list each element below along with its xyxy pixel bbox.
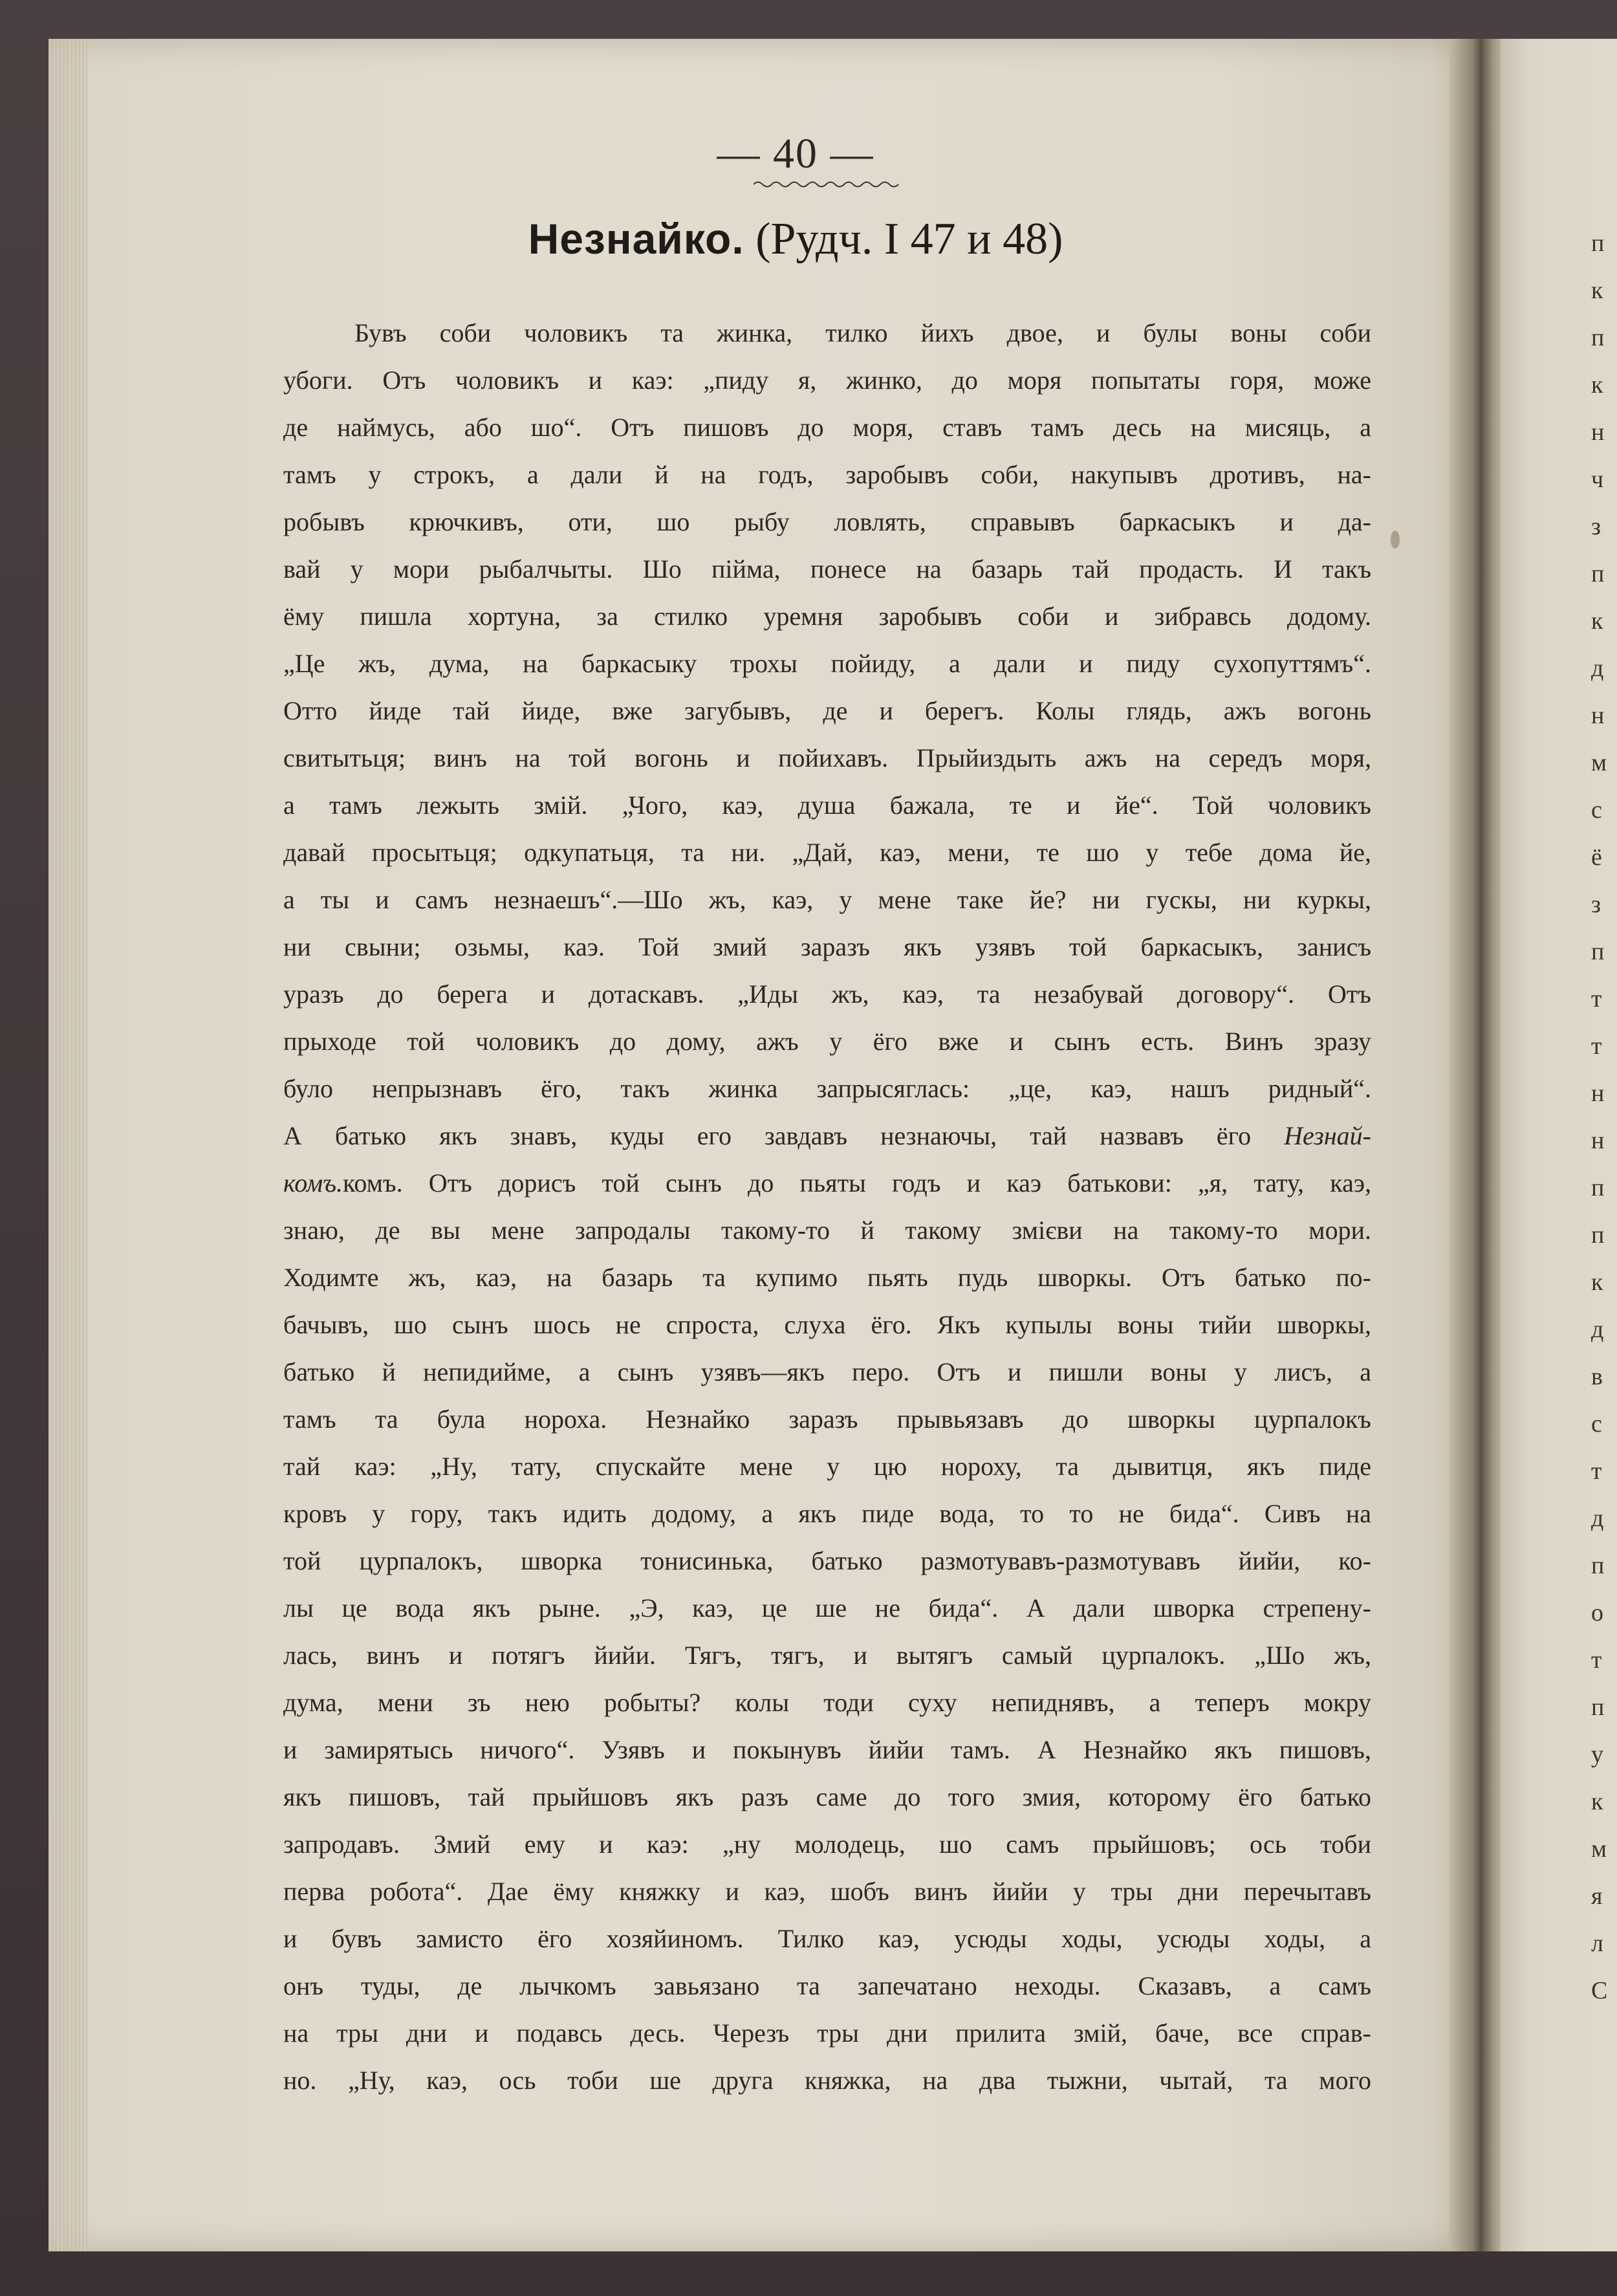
text-line: а тамъ лежыть змій. „Чого, каэ, душа бажала, те и йе“. Той чоловикъ bbox=[283, 791, 1371, 820]
text-line: де наймусь, або шо“. Отъ пишовъ до моря, ставъ тамъ десь на мисяць, а bbox=[283, 413, 1371, 442]
text-line: но. „Ну, каэ, ось тоби ше друга княжка, на два тыжни, чытай, та мого bbox=[283, 2066, 1371, 2095]
right-page-letter: т bbox=[1591, 1458, 1602, 1485]
right-page-letter: в bbox=[1591, 1363, 1603, 1390]
text-line: той цурпалокъ, шворка тонисинька, батько размотувавъ-размотувавъ йийи, ко- bbox=[283, 1546, 1371, 1575]
right-page-letter: п bbox=[1591, 324, 1605, 351]
paper-stain bbox=[1391, 530, 1400, 549]
right-page-letter: н bbox=[1591, 702, 1605, 729]
right-page-letter: о bbox=[1591, 1599, 1603, 1626]
text-line: перва робота“. Дае ёму княжку и каэ, шобъ винъ йийи у тры дни перечытавъ bbox=[283, 1877, 1371, 1906]
text-line: а ты и самъ незнаешъ“.—Шо жъ, каэ, у мене таке йе? ни гускы, ни куркы, bbox=[283, 885, 1371, 914]
text-line: убоги. Отъ чоловикъ и каэ: „пиду я, жинко, до моря попытаты горя, може bbox=[283, 366, 1371, 395]
right-page-letter: к bbox=[1591, 371, 1603, 399]
text-line: и бувъ замисто ёго хозяйиномъ. Тилко каэ, усюды ходы, усюды ходы, а bbox=[283, 1924, 1371, 1953]
text-line: Ходимте жъ, каэ, на базарь та купимо пьять пудь шворкы. Отъ батько по- bbox=[283, 1263, 1371, 1292]
text-line: робывъ крючкивъ, оти, шо рыбу ловлять, справывъ баркасыкъ и да- bbox=[283, 507, 1371, 536]
right-page-letter: н bbox=[1591, 1127, 1605, 1154]
page-number: — 40 — bbox=[717, 130, 874, 177]
right-page-letter: п bbox=[1591, 938, 1605, 965]
text-line: бачывъ, шо сынъ шось не спроста, слуха ёго. Якъ купылы воны тийи шворкы, bbox=[283, 1310, 1371, 1339]
right-page-letter: к bbox=[1591, 1269, 1603, 1296]
story-title-source: (Рудч. I 47 и 48) bbox=[744, 214, 1063, 264]
right-page-letter: ч bbox=[1591, 466, 1604, 493]
right-page-letter: я bbox=[1591, 1883, 1603, 1910]
right-page-letter: С bbox=[1591, 1977, 1608, 2004]
right-page-letter: т bbox=[1591, 1033, 1602, 1060]
text-line: якъ пишовъ, тай прыйшовъ якъ разъ саме до того змия, которому ёго батько bbox=[283, 1782, 1371, 1811]
right-page-letter: т bbox=[1591, 1646, 1602, 1674]
text-line: було непрызнавъ ёго, такъ жинка запрысяглась: „це, каэ, нашъ ридный“. bbox=[283, 1074, 1371, 1103]
text-line: тамъ у строкъ, а дали й на годъ, заробывъ соби, накупывъ дротивъ, на- bbox=[283, 460, 1371, 489]
right-page-letter: с bbox=[1591, 796, 1602, 824]
right-page-letter: п bbox=[1591, 1694, 1605, 1721]
right-page-letter: с bbox=[1591, 1410, 1602, 1438]
right-page-letter: п bbox=[1591, 1552, 1605, 1579]
text-line: „Це жъ, дума, на баркасыку трохы пойиду, а дали и пиду сухопуттямъ“. bbox=[283, 649, 1371, 678]
text-line: знаю, де вы мене запродалы такому-то й такому змієви на такому-то мори. bbox=[283, 1216, 1371, 1245]
text-line: ёму пишла хортуна, за стилко уремня заробывъ соби и зибравсь додому. bbox=[283, 602, 1371, 631]
right-page-letter: м bbox=[1591, 749, 1607, 776]
italic-name: Незнай- bbox=[1284, 1121, 1371, 1150]
right-page-letter: л bbox=[1591, 1930, 1603, 1957]
text-line: прыходе той чоловикъ до дому, ажъ у ёго вже и сынъ есть. Винъ зразу bbox=[283, 1027, 1371, 1056]
text-line: лась, винъ и потягъ йийи. Тягъ, тягъ, и вытягъ самый цурпалокъ. „Шо жъ, bbox=[283, 1641, 1371, 1670]
right-page-letter: д bbox=[1591, 1316, 1604, 1343]
italic-name: комъ. bbox=[283, 1168, 343, 1197]
text-line: Отто йиде тай йиде, вже загубывъ, де и берегъ. Колы глядь, ажъ вогонь bbox=[283, 696, 1371, 725]
text-line-part: А батько якъ знавъ, куды его завдавъ незнаючы, тай назвавъ ёго bbox=[283, 1121, 1285, 1150]
text-line: дума, мени зъ нею робыты? колы тоди суху непиднявъ, а теперъ мокру bbox=[283, 1688, 1371, 1717]
right-page-letter: к bbox=[1591, 607, 1603, 635]
text-line-with-italic bbox=[283, 1112, 1371, 1159]
right-page-letter: п bbox=[1591, 1221, 1605, 1249]
right-page-letter: д bbox=[1591, 1505, 1604, 1532]
right-page-letter: з bbox=[1591, 513, 1601, 540]
left-page-edge bbox=[49, 39, 87, 2251]
right-page-letter: к bbox=[1591, 277, 1603, 304]
text-line-part: комъ. Отъ дорисъ той сынъ до пьяты годъ и каэ батькови: „я, тату, каэ, bbox=[342, 1168, 1371, 1197]
right-page-letter: н bbox=[1591, 1080, 1605, 1107]
text-line: уразъ до берега и дотаскавъ. „Иды жъ, каэ, та незабувай договору“. Отъ bbox=[283, 979, 1371, 1009]
right-page-letter: к bbox=[1591, 1788, 1603, 1815]
text-line: кровъ у гору, такъ идить додому, а якъ пиде вода, то то не бида“. Сивъ на bbox=[283, 1499, 1371, 1528]
right-page-letter: п bbox=[1591, 1174, 1605, 1201]
right-page-letter: т bbox=[1591, 985, 1602, 1012]
text-line: свитытьця; винъ на той вогонь и пойихавъ. Прыйиздыть ажъ на середъ моря, bbox=[283, 743, 1371, 772]
text-line: ни свыни; озьмы, каэ. Той змий заразъ якъ узявъ той баркасыкъ, занисъ bbox=[283, 932, 1371, 961]
right-page-fragments bbox=[1591, 220, 1617, 2015]
right-page-letter: н bbox=[1591, 419, 1605, 446]
right-page-letter: п bbox=[1591, 230, 1605, 257]
text-line: тай каэ: „Ну, тату, спускайте мене у цю нороху, та дывитця, якъ пиде bbox=[283, 1452, 1371, 1481]
text-line: вай у мори рыбалчыты. Шо пійма, понесе на базарь тай продасть. И такъ bbox=[283, 554, 1371, 584]
text-line: и замирятысь ничого“. Узявъ и покынувъ йийи тамъ. А Незнайко якъ пишовъ, bbox=[283, 1735, 1371, 1764]
text-line: Бувъ соби чоловикъ та жинка, тилко йихъ двое, и булы воны соби bbox=[354, 318, 1371, 347]
page-number-ornament bbox=[754, 180, 902, 189]
text-line: батько й непидийме, а сынъ узявъ—якъ перо. Отъ и пишли воны у лисъ, а bbox=[283, 1357, 1371, 1386]
story-title bbox=[246, 213, 1345, 265]
text-line: на тры дни и подавсь десь. Черезъ тры дни прилита змій, баче, все справ- bbox=[283, 2018, 1371, 2048]
text-line: запродавъ. Змий ему и каэ: „ну молодець, шо самъ прыйшовъ; ось тоби bbox=[283, 1830, 1371, 1859]
text-line: онъ туды, де лычкомъ завьязано та запечатано неходы. Сказавъ, а самъ bbox=[283, 1971, 1371, 2000]
right-page-letter: п bbox=[1591, 560, 1605, 587]
text-line: давай просытьця; одкупатьця, та ни. „Дай, каэ, мени, те шо у тебе дома йе, bbox=[283, 838, 1371, 867]
right-page-letter: з bbox=[1591, 891, 1601, 918]
text-line-with-italic bbox=[283, 1159, 1371, 1207]
text-line: тамъ та була нороха. Незнайко заразъ прывьязавъ до шворкы цурпалокъ bbox=[283, 1405, 1371, 1434]
story-body bbox=[283, 309, 1371, 2104]
text-line: лы це вода якъ рыне. „Э, каэ, це ше не бида“. А дали шворка стрепену- bbox=[283, 1593, 1371, 1623]
right-page-letter: м bbox=[1591, 1835, 1607, 1863]
right-page-letter: д bbox=[1591, 655, 1604, 682]
story-title-name: Незнайко. bbox=[528, 215, 744, 263]
book-gutter bbox=[1449, 39, 1507, 2251]
right-page-letter: у bbox=[1591, 1741, 1603, 1768]
right-page-letter: ё bbox=[1591, 844, 1602, 871]
